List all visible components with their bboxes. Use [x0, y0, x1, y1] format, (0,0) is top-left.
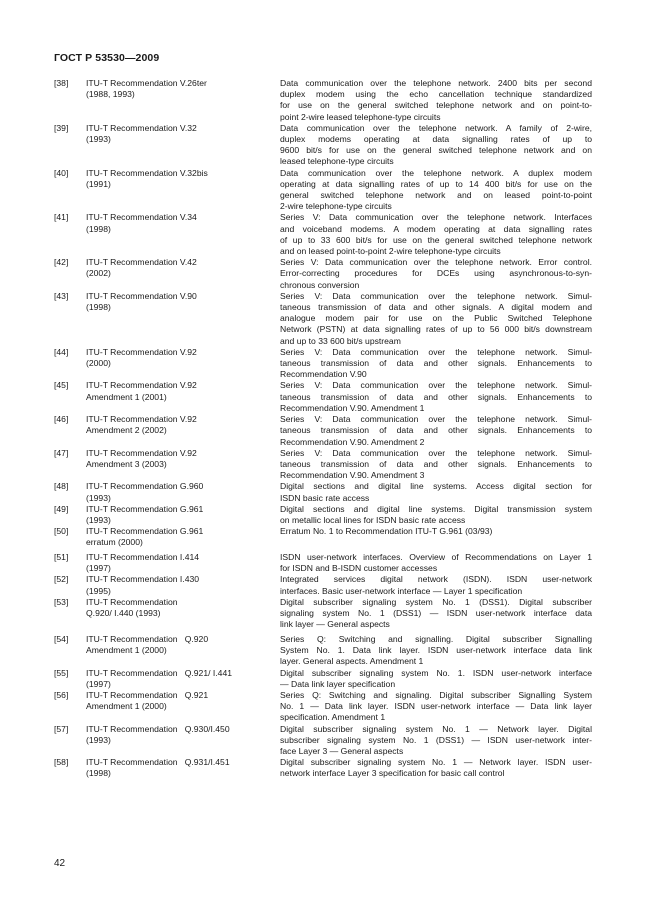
reference-title-line: Amendment 2 (2002) — [86, 425, 167, 436]
reference-entry — [54, 634, 594, 668]
reference-description — [280, 123, 592, 168]
reference-number: [41] — [54, 212, 69, 223]
reference-description-line: Recommendation V.90 — [280, 369, 367, 380]
reference-description-line: specification. Amendment 1 — [280, 712, 386, 723]
reference-description-line: of up to 33 600 bit/s for use on the general switched telephone network — [280, 234, 592, 245]
reference-description — [280, 668, 592, 690]
reference-title-line: (1993) — [86, 492, 111, 503]
reference-number: [48] — [54, 481, 69, 492]
reference-description-line: Series V: Data communication over the telephone network. Simul- — [280, 380, 592, 391]
reference-description-line: signaling system No. 1 (DSS1) — ISDN user-network interface data — [280, 608, 592, 619]
reference-title-line: (1993) — [86, 514, 111, 525]
reference-entry — [54, 414, 594, 448]
reference-description — [280, 552, 592, 574]
reference-description-line: subscriber signaling system No. 1 (DSS1) — ISDN user-network inter- — [280, 734, 592, 745]
reference-title — [86, 668, 280, 690]
reference-number: [57] — [54, 723, 69, 734]
reference-title — [86, 634, 280, 668]
reference-description — [280, 634, 592, 668]
reference-description-line: ISDN basic rate access — [280, 492, 370, 503]
reference-number: [42] — [54, 257, 69, 268]
reference-description-line: 9600 bit/s for use on the general switched telephone network and on — [280, 145, 592, 156]
reference-title-line: (1997) — [86, 563, 111, 574]
reference-title-line: ITU-T Recommendation G.961 — [86, 526, 204, 537]
reference-title — [86, 724, 280, 758]
reference-entry — [54, 690, 594, 724]
reference-title — [86, 168, 280, 213]
reference-entry — [54, 574, 594, 596]
reference-title — [86, 574, 280, 596]
reference-entry — [54, 504, 594, 526]
reference-entry — [54, 257, 594, 291]
reference-description-line: and up to 33 600 bit/s upstream — [280, 335, 401, 346]
reference-description-line: 2-wire telephone-type circuits — [280, 201, 392, 212]
reference-title — [86, 291, 280, 347]
reference-title — [86, 597, 280, 631]
reference-title-line: (1998) — [86, 302, 111, 313]
reference-title-line: (1993) — [86, 134, 111, 145]
reference-description-line: taneous transmission of data and other signals. Enhancements to — [280, 425, 592, 436]
reference-title — [86, 552, 280, 574]
reference-description-line: duplex modem using the echo cancellation technique standardized — [280, 89, 592, 100]
reference-description-line: taneous transmission of data and other signals. Enhancements to — [280, 391, 592, 402]
reference-number: [56] — [54, 689, 69, 700]
reference-description-line: Recommendation V.90. Amendment 1 — [280, 402, 425, 413]
reference-description — [280, 724, 592, 758]
reference-title — [86, 481, 280, 503]
reference-title-line: ITU-T Recommendation V.42 — [86, 257, 197, 268]
reference-description — [280, 448, 592, 482]
reference-title-line: ITU-T Recommendation — [86, 596, 178, 607]
reference-title — [86, 414, 280, 448]
reference-description-line: operating at data signalling rates of up to 14 400 bit/s for use on the — [280, 178, 592, 189]
reference-entry — [54, 552, 594, 574]
reference-entry — [54, 448, 594, 482]
reference-title-line: ITU-T Recommendation V.34 — [86, 212, 197, 223]
reference-description-line: taneous transmission of data and other signals. Enhancements to — [280, 458, 592, 469]
reference-description-line: System No. 1. Data link layer. ISDN user-network interface data link — [280, 645, 592, 656]
reference-title-line: ITU-T Recommendation Q.930/I.450 — [86, 723, 230, 734]
reference-title — [86, 212, 280, 257]
reference-title-line: Amendment 1 (2000) — [86, 645, 167, 656]
reference-title-line: Amendment 1 (2001) — [86, 391, 167, 402]
reference-description-line: Digital sections and digital line systems. Digital transmission system — [280, 503, 592, 514]
reference-description-line: for use on the general switched telephone network and on point-to- — [280, 100, 592, 111]
reference-title — [86, 257, 280, 291]
reference-description-line: face Layer 3 — General aspects — [280, 745, 404, 756]
reference-title-line: (1998) — [86, 223, 111, 234]
reference-title-line: ITU-T Recommendation Q.921/ I.441 — [86, 667, 233, 678]
reference-description — [280, 597, 592, 631]
reference-description — [280, 526, 592, 548]
reference-number: [44] — [54, 346, 69, 357]
reference-number: [54] — [54, 633, 69, 644]
reference-number: [58] — [54, 757, 69, 768]
reference-title-line: (1991) — [86, 178, 111, 189]
reference-description-line: Series Q: Switching and signaling. Digital subscriber Signalling System — [280, 689, 592, 700]
reference-description-line: Error-correcting procedures for DCEs using asynchronous-to-syn- — [280, 268, 592, 279]
page-number: 42 — [54, 858, 66, 869]
reference-title — [86, 757, 280, 779]
reference-title-line: erratum (2000) — [86, 537, 143, 548]
reference-description-line: Series V: Data communication over the telephone network. Simul- — [280, 290, 592, 301]
reference-description-line: layer. General aspects. Amendment 1 — [280, 656, 424, 667]
reference-title — [86, 78, 280, 123]
reference-entry — [54, 481, 594, 503]
reference-description — [280, 347, 592, 381]
reference-title — [86, 448, 280, 482]
reference-entry — [54, 668, 594, 690]
reference-title — [86, 504, 280, 526]
reference-number: [55] — [54, 667, 69, 678]
reference-description-line: chronous conversion — [280, 279, 360, 290]
reference-number: [50] — [54, 526, 69, 537]
reference-description-line: analogue modem pair for use on the Public Switched Telephone — [280, 313, 592, 324]
reference-entry — [54, 724, 594, 758]
reference-number: [40] — [54, 167, 69, 178]
reference-title — [86, 380, 280, 414]
reference-entry — [54, 526, 594, 548]
reference-description-line: taneous transmission of data and other signals. A digital modem and — [280, 302, 592, 313]
reference-description-line: Integrated services digital network (ISDN). ISDN user-network — [280, 574, 592, 585]
reference-title-line: ITU-T Recommendation V.90 — [86, 290, 197, 301]
reference-description — [280, 380, 592, 414]
reference-entry — [54, 291, 594, 347]
reference-title — [86, 347, 280, 381]
reference-number: [52] — [54, 574, 69, 585]
reference-title-line: (1998) — [86, 768, 111, 779]
reference-description — [280, 574, 592, 596]
reference-description-line: Digital subscriber signaling system No. 1. ISDN user-network interface — [280, 667, 592, 678]
reference-description — [280, 504, 592, 526]
reference-description-line: Series V: Data communication over the telephone network. Error control. — [280, 257, 592, 268]
reference-number: [46] — [54, 414, 69, 425]
reference-number: [51] — [54, 552, 69, 563]
reference-title-line: ITU-T Recommendation G.961 — [86, 503, 204, 514]
reference-title-line: ITU-T Recommendation V.32bis — [86, 167, 208, 178]
reference-title-line: ITU-T Recommendation I.414 — [86, 552, 200, 563]
reference-title-line: (2000) — [86, 358, 111, 369]
reference-description-line: point 2-wire leased telephone-type circuits — [280, 111, 441, 122]
reference-entry — [54, 168, 594, 213]
reference-description-line: duplex modems operating at data signalling rates of up to — [280, 134, 592, 145]
reference-description — [280, 257, 592, 291]
document-header: ГОСТ Р 53530—2009 — [54, 52, 160, 64]
reference-number: [45] — [54, 380, 69, 391]
reference-title-line: Amendment 3 (2003) — [86, 458, 167, 469]
reference-title-line: ITU-T Recommendation Q.931/I.451 — [86, 757, 230, 768]
reference-title-line: ITU-T Recommendation V.92 — [86, 447, 197, 458]
reference-title-line: (1993) — [86, 734, 111, 745]
reference-description-line: Series Q: Switching and signalling. Digital subscriber Signalling — [280, 633, 592, 644]
reference-description-line: network interface Layer 3 specification for basic call control — [280, 768, 505, 779]
reference-entry — [54, 123, 594, 168]
reference-description-line: link layer — General aspects — [280, 619, 390, 630]
reference-number: [49] — [54, 503, 69, 514]
reference-description-line: and voiceband modems. A modem operating at data signalling rates — [280, 223, 592, 234]
reference-title-line: ITU-T Recommendation Q.920 — [86, 633, 209, 644]
reference-description-line: Data communication over the telephone network. 2400 bits per second — [280, 78, 592, 88]
reference-title-line: ITU-T Recommendation G.960 — [86, 481, 204, 492]
reference-description-line: on metallic local lines for ISDN basic rate access — [280, 514, 466, 525]
reference-title-line: ITU-T Recommendation V.92 — [86, 380, 197, 391]
reference-description-line: Network (PSTN) at data signalling rates of up to 56 000 bit/s downstream — [280, 324, 592, 335]
reference-title — [86, 526, 280, 548]
reference-description-line: leased telephone-type circuits — [280, 156, 394, 167]
reference-entry — [54, 757, 594, 779]
reference-description-line: Series V: Data communication over the telephone network. Interfaces — [280, 212, 592, 223]
reference-title-line: ITU-T Recommendation V.92 — [86, 346, 197, 357]
reference-title-line: ITU-T Recommendation V.92 — [86, 414, 197, 425]
reference-title-line: ITU-T Recommendation I.430 — [86, 574, 200, 585]
reference-number: [53] — [54, 596, 69, 607]
reference-title-line: Q.920/ I.440 (1993) — [86, 608, 161, 619]
reference-description — [280, 481, 592, 503]
reference-title-line: (1997) — [86, 678, 111, 689]
reference-description-line: ISDN user-network interfaces. Overview of Recommendations on Layer 1 — [280, 552, 592, 563]
reference-description-line: — Data link layer specification — [280, 678, 396, 689]
reference-description — [280, 212, 592, 257]
reference-number: [47] — [54, 447, 69, 458]
reference-number: [38] — [54, 78, 69, 88]
reference-entry — [54, 380, 594, 414]
reference-description-line: general switched telephone network and on leased point-to-point — [280, 190, 592, 201]
reference-description-line: Data communication over the telephone network. A family of 2-wire, — [280, 122, 592, 133]
reference-entry — [54, 597, 594, 631]
reference-title-line: (1995) — [86, 585, 111, 596]
reference-description-line: Series V: Data communication over the telephone network. Simul- — [280, 346, 592, 357]
reference-description — [280, 690, 592, 724]
reference-title-line: ITU-T Recommendation Q.921 — [86, 689, 209, 700]
reference-description-line: Recommendation V.90. Amendment 2 — [280, 436, 425, 447]
reference-title — [86, 690, 280, 724]
reference-description-line: and on leased point-to-point 2-wire telephone-type circuits — [280, 246, 501, 257]
reference-description-line: Erratum No. 1 to Recommendation ITU-T G.961 (03/93) — [280, 526, 493, 537]
reference-description-line: Digital subscriber signaling system No. 1 (DSS1). Digital subscriber — [280, 596, 592, 607]
reference-title-line: ITU-T Recommendation V.32 — [86, 122, 197, 133]
reference-description-line: taneous transmission of data and other signals. Enhancements to — [280, 358, 592, 369]
reference-title-line: (1988, 1993) — [86, 89, 135, 100]
reference-description-line: No. 1 — Data link layer. ISDN user-network interface — Data link layer — [280, 701, 592, 712]
reference-description-line: Data communication over the telephone network. A duplex modem — [280, 167, 592, 178]
reference-description — [280, 414, 592, 448]
reference-number: [39] — [54, 122, 69, 133]
reference-title-line: (2002) — [86, 268, 111, 279]
reference-title-line: Amendment 1 (2000) — [86, 701, 167, 712]
reference-description-line: for ISDN and B-ISDN customer accesses — [280, 563, 438, 574]
reference-title — [86, 123, 280, 168]
reference-description-line: Digital subscriber signaling system No. 1 — Network layer. ISDN user- — [280, 757, 592, 768]
reference-description — [280, 78, 592, 123]
reference-description — [280, 757, 592, 779]
reference-description-line: interfaces. Basic user-network interface — Layer 1 specification — [280, 585, 523, 596]
reference-description-line: Series V: Data communication over the telephone network. Simul- — [280, 447, 592, 458]
reference-entry — [54, 78, 594, 123]
reference-entry — [54, 212, 594, 257]
reference-description-line: Recommendation V.90. Amendment 3 — [280, 470, 425, 481]
reference-description — [280, 291, 592, 347]
reference-entry — [54, 347, 594, 381]
reference-description-line: Series V: Data communication over the telephone network. Simul- — [280, 414, 592, 425]
reference-description-line: Digital subscriber signaling system No. 1 — Network layer. Digital — [280, 723, 592, 734]
reference-list — [54, 78, 594, 780]
reference-description-line: Digital sections and digital line systems. Access digital section for — [280, 481, 592, 492]
reference-title-line: ITU-T Recommendation V.26ter — [86, 78, 207, 88]
reference-description — [280, 168, 592, 213]
reference-number: [43] — [54, 290, 69, 301]
